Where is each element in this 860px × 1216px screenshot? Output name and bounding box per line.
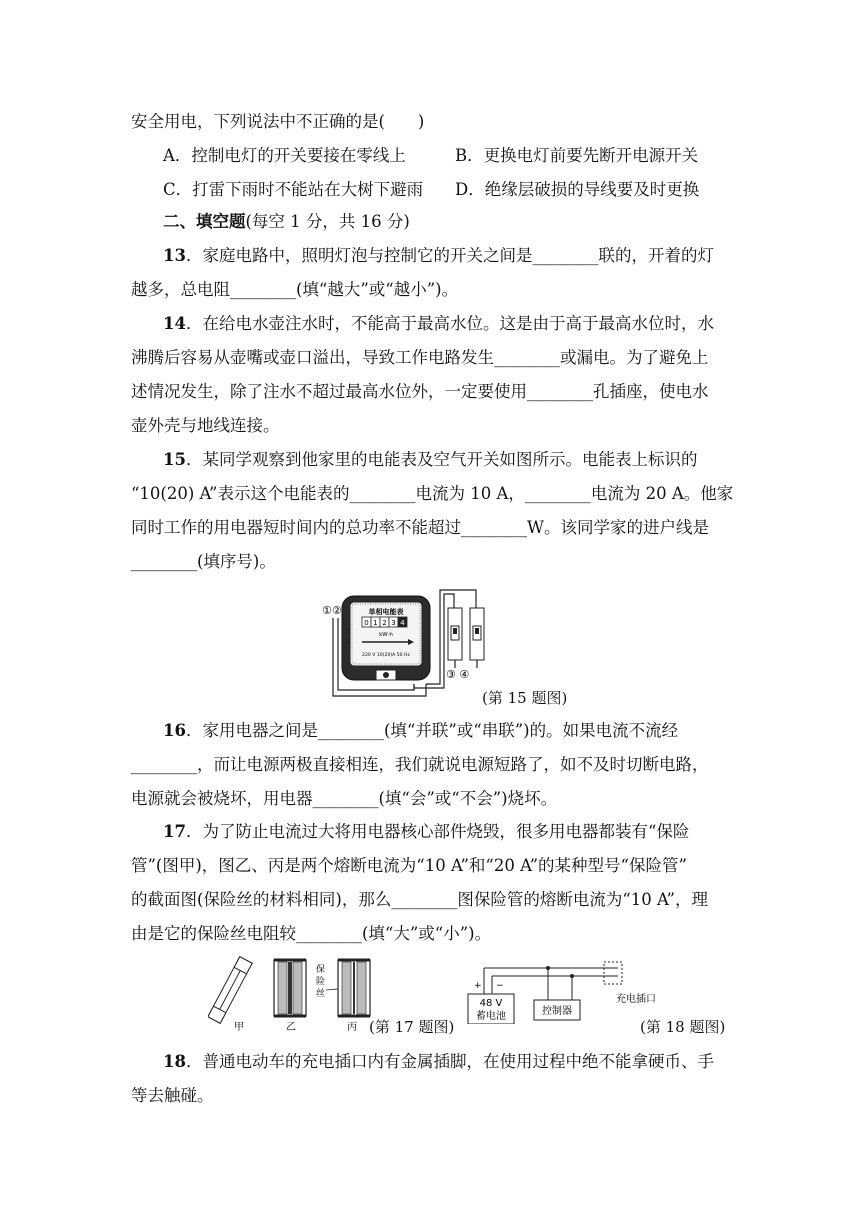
q13-line-1 bbox=[163, 244, 714, 268]
q14-number: 14 bbox=[163, 314, 186, 333]
q16-line-3: 电源就会被烧坏，用电器________(填“会”或“不会”)烧坏。 bbox=[131, 789, 558, 808]
charging-port bbox=[604, 962, 622, 984]
meter-unit: kW·h bbox=[379, 632, 393, 638]
q13-number: 13 bbox=[163, 246, 186, 265]
q15-number: 15 bbox=[163, 450, 186, 469]
battery-voltage: 48 V bbox=[479, 998, 503, 1009]
fuse-section-bing bbox=[338, 960, 370, 1016]
q18-line-1 bbox=[163, 1050, 714, 1074]
q12-option-b: B．更换电灯前要先断开电源开关 bbox=[455, 146, 699, 165]
q14-line-3: 述情况发生，除了注水不超过最高水位外，一定要使用________孔插座，使电水 bbox=[131, 382, 709, 401]
figure-15-meter bbox=[318, 588, 488, 706]
q18-line-2: 等去触碰。 bbox=[131, 1086, 214, 1105]
q17-text-1: ．为了防止电流过大将用电器核心部件烧毁，很多用电器都装有“保险 bbox=[185, 822, 690, 841]
label-wires-1-2: ①② bbox=[322, 604, 342, 617]
meter-terminal-icon bbox=[383, 672, 389, 678]
figure-18-caption: (第 18 题图) bbox=[640, 1018, 726, 1036]
q18-text-1: ．普通电动车的充电插口内有金属插脚，在使用过程中绝不能拿硬币、手 bbox=[185, 1052, 714, 1071]
label-fuse-char: 保 bbox=[316, 965, 326, 975]
meter-digit: 1 bbox=[373, 619, 378, 627]
section-note: (每空 1 分，共 16 分) bbox=[245, 212, 410, 231]
q14-line-1 bbox=[163, 312, 714, 336]
meter-spec: 220 V 10(20)A 50 Hz bbox=[362, 653, 410, 658]
q15-text-1: ．某同学观察到他家里的电能表及空气开关如图所示。电能表上标识的 bbox=[185, 450, 698, 469]
q17-line-1 bbox=[163, 820, 689, 844]
q13-line-2: 越多，总电阻________(填“越大”或“越小”)。 bbox=[131, 280, 459, 299]
section-heading bbox=[163, 210, 410, 234]
figure-15-caption: (第 15 题图) bbox=[482, 689, 568, 707]
meter-title: 单相电能表 bbox=[368, 608, 404, 616]
label-fuse-char: 丝 bbox=[316, 989, 326, 999]
meter-digit-display bbox=[362, 617, 407, 627]
controller-label: 控制器 bbox=[542, 1006, 572, 1017]
q14-line-2: 沸腾后容易从壶嘴或壶口溢出，导致工作电路发生________或漏电。为了避免上 bbox=[131, 348, 709, 367]
label-bing: 丙 bbox=[347, 1022, 357, 1033]
meter-digit: 2 bbox=[382, 619, 387, 627]
q17-line-3: 的截面图(保险丝的材料相同)，那么________图保险管的熔断电流为“10 A”，理 bbox=[131, 890, 708, 909]
q14-text-1: ．在给电水壶注水时，不能高于最高水位。这是由于高于最高水位时，水 bbox=[185, 314, 714, 333]
charging-port-label: 充电插口 bbox=[616, 994, 656, 1005]
q12-option-a: A．控制电灯的开关要接在零线上 bbox=[163, 146, 406, 165]
q17-line-4: 由是它的保险丝电阻较________(填“大”或“小”)。 bbox=[131, 924, 492, 943]
meter-digit: 0 bbox=[364, 619, 369, 627]
q15-line-3: 同时工作的用电器短时间内的总功率不能超过________W。该同学家的进户线是 bbox=[131, 518, 709, 537]
q16-line-2: ________，而让电源两极直接相连，我们就说电源短路了，如不及时切断电路， bbox=[131, 755, 709, 774]
controller-box bbox=[534, 1000, 580, 1020]
q16-text-1: ．家用电器之间是________(填“并联”或“串联”)的。如果电流不流经 bbox=[185, 721, 679, 740]
figure-17-caption: (第 17 题图) bbox=[369, 1018, 455, 1036]
battery-box bbox=[468, 994, 514, 1024]
q15-line-2: “10(20) A”表示这个电能表的________电流为 10 A，________电流为 20 A。他家 bbox=[131, 484, 734, 503]
q14-line-4: 壶外壳与地线连接。 bbox=[131, 416, 280, 435]
air-switch-2 bbox=[470, 608, 484, 660]
figure-18-circuit bbox=[462, 954, 672, 1024]
label-yi: 乙 bbox=[286, 1022, 296, 1033]
q12-option-d: D．绝缘层破损的导线要及时更换 bbox=[455, 180, 700, 199]
label-wires-3-4: ③ ④ bbox=[446, 668, 470, 681]
q13-text-1: ．家庭电路中，照明灯泡与控制它的开关之间是________联的，开着的灯 bbox=[185, 246, 714, 265]
label-fuse-char: 险 bbox=[316, 977, 326, 987]
fuse-section-yi bbox=[274, 960, 306, 1016]
q17-number: 17 bbox=[163, 822, 186, 841]
meter-digit: 4 bbox=[400, 619, 405, 627]
q12-option-c: C．打雷下雨时不能站在大树下避雨 bbox=[163, 180, 424, 199]
label-jia: 甲 bbox=[234, 1022, 244, 1033]
q15-line-4: ________(填序号)。 bbox=[131, 552, 276, 571]
battery-minus: − bbox=[496, 981, 504, 991]
fuse-tube-jia bbox=[208, 957, 252, 1024]
q12-stem-tail: 安全用电，下列说法中不正确的是( ) bbox=[131, 112, 425, 131]
battery-plus: + bbox=[474, 981, 482, 991]
figure-17-fuses bbox=[208, 954, 376, 1036]
battery-label: 蓄电池 bbox=[476, 1011, 506, 1022]
meter-digit: 3 bbox=[391, 619, 396, 627]
section-title: 二、填空题 bbox=[163, 212, 246, 231]
q16-number: 16 bbox=[163, 721, 186, 740]
q15-line-1 bbox=[163, 448, 697, 472]
q17-line-2: 管”(图甲)，图乙、丙是两个熔断电流为“10 A”和“20 A”的某种型号“保险管” bbox=[131, 856, 687, 875]
q16-line-1 bbox=[163, 719, 678, 743]
air-switch-1 bbox=[448, 608, 462, 660]
q18-number: 18 bbox=[163, 1052, 186, 1071]
